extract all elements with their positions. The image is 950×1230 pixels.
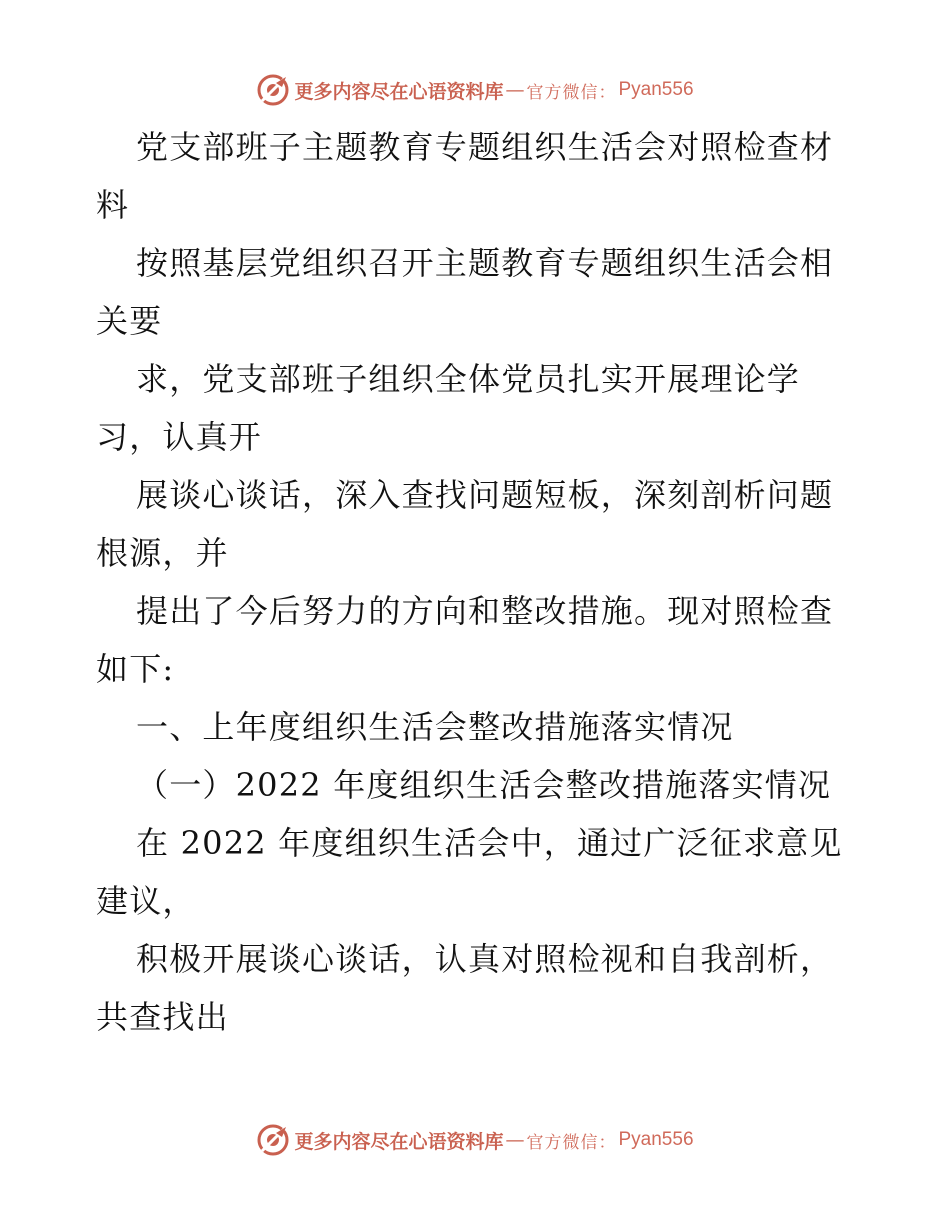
title-line-1: 党支部班子主题教育专题组织生活会对照检查材 <box>136 128 834 166</box>
banner-main-text: 更多内容尽在心语资料库 <box>294 80 504 103</box>
subsection-heading: （一）2022 年度组织生活会整改措施落实情况 <box>136 766 832 804</box>
logo-icon <box>256 73 290 107</box>
paragraph-line: 习，认真开 <box>96 418 263 456</box>
paragraph-line: 按照基层党组织召开主题教育专题组织生活会相 <box>136 244 834 282</box>
title-line-2: 料 <box>96 186 130 224</box>
footer-banner <box>0 1120 950 1160</box>
banner-sub-text: 官方微信： <box>526 82 617 103</box>
banner-wechat-id: Pyan556 <box>618 1129 694 1150</box>
paragraph-line: 根源，并 <box>96 534 229 572</box>
paragraph-line: 求，党支部班子组织全体党员扎实开展理论学 <box>136 360 801 398</box>
section-heading: 一、上年度组织生活会整改措施落实情况 <box>136 708 734 746</box>
banner-dash: — <box>505 1129 525 1151</box>
banner-sub-text: 官方微信： <box>526 1132 617 1153</box>
document-body <box>96 118 856 1046</box>
paragraph-line: 关要 <box>96 302 163 340</box>
paragraph-line: 共查找出 <box>96 998 229 1036</box>
logo-icon <box>256 1123 290 1157</box>
header-banner <box>0 70 950 110</box>
paragraph-line: 如下: <box>96 650 175 688</box>
banner-main-text: 更多内容尽在心语资料库 <box>294 1130 504 1153</box>
paragraph-line: 展谈心谈话，深入查找问题短板，深刻剖析问题 <box>136 476 834 514</box>
banner-dash: — <box>505 79 525 101</box>
paragraph-line: 积极开展谈心谈话，认真对照检视和自我剖析， <box>136 940 834 978</box>
paragraph-line: 提出了今后努力的方向和整改措施。现对照检查 <box>136 592 834 630</box>
banner-wechat-id: Pyan556 <box>618 79 694 100</box>
paragraph-line: 建议， <box>96 882 196 920</box>
paragraph-line: 在 2022 年度组织生活会中，通过广泛征求意见 <box>136 824 843 862</box>
